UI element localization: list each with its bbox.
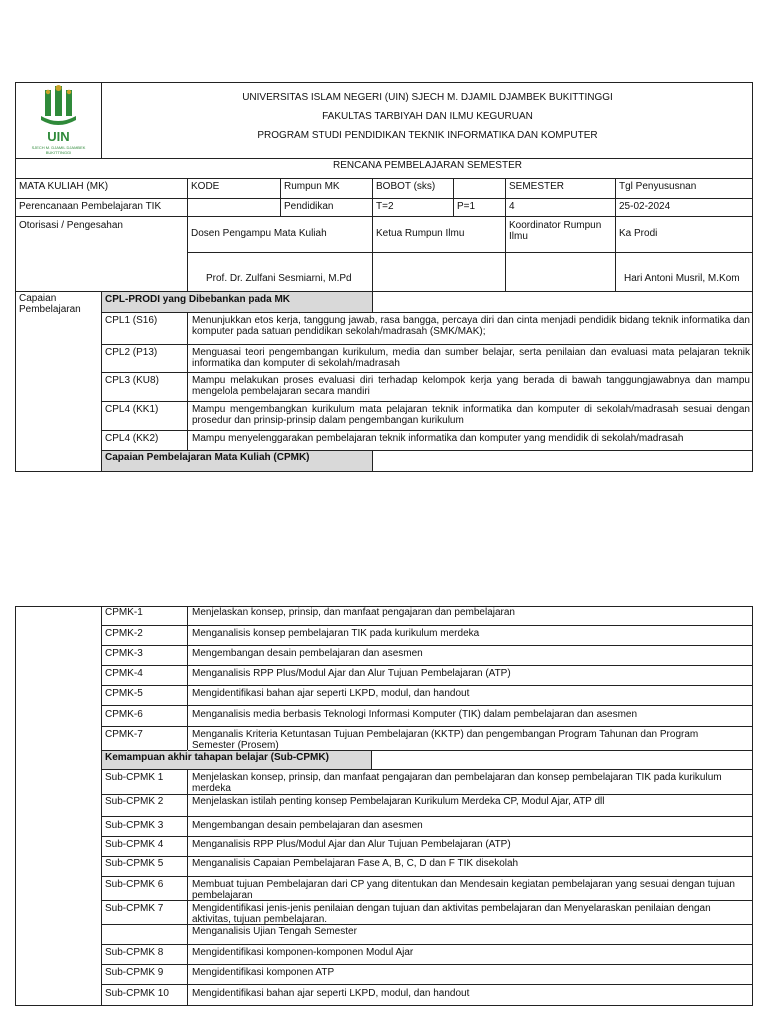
divider [101,372,753,373]
cpmk-text: Menganalisis konsep pembelajaran TIK pada kurikulum merdeka [192,628,480,639]
logo-text: UIN [47,129,70,144]
divider [101,665,753,666]
divider [101,769,753,770]
kaprodi-name: Hari Antoni Musril, M.Kom [624,273,740,284]
divider [15,198,753,199]
divider [101,794,753,795]
cpl-code: CPL2 (P13) [105,347,158,358]
university-name: UNIVERSITAS ISLAM NEGERI (UIN) SJECH M. DJAMIL DJAMBEK BUKITTINGGI [242,92,613,103]
sub-cpmk-code: Sub-CPMK 3 [105,820,164,831]
dosen-name: Prof. Dr. Zulfani Sesmiarni, M.Pd [206,273,352,284]
sub-cpmk-code: Sub-CPMK 7 [105,903,164,914]
cpl-text: Mampu menyelenggarakan pembelajaran teknik informatika dan komputer yang mendidik di sekolah/madrasah [192,433,684,444]
label-mata-kuliah: MATA KULIAH (MK) [19,181,109,192]
divider [101,401,753,402]
sub-cpmk-header: Kemampuan akhir tahapan belajar (Sub-CPMK) [105,752,329,763]
label-otorisasi: Otorisasi / Pengesahan [19,220,123,231]
divider [15,178,753,179]
cpmk-text: Menganalisis RPP Plus/Modul Ajar dan Alur Tujuan Pembelajaran (ATP) [192,668,511,679]
sub-cpmk-text: Mengidentifikasi jenis-jenis penilaian dengan tujuan dan aktivitas pembelajaran dan Menyelaraskan penilaian dengan aktivitas, tujuan pembelajaran. [192,903,711,925]
cpl-header: CPL-PRODI yang Dibebankan pada MK [105,294,291,305]
cpmk-code: CPMK-2 [105,628,143,639]
divider [101,291,102,472]
divider [101,944,753,945]
sub-cpmk-code: Sub-CPMK 8 [105,947,164,958]
label-kaprodi: Ka Prodi [619,228,658,239]
doc-title: RENCANA PEMBELAJARAN SEMESTER [333,160,522,171]
cpmk-code: CPMK-3 [105,648,143,659]
program-name: PROGRAM STUDI PENDIDIKAN TEKNIK INFORMATIKA DAN KOMPUTER [257,130,598,141]
divider [187,606,188,1006]
label-semester: SEMESTER [509,181,565,192]
divider [101,964,753,965]
sub-cpmk-text: Menganalisis Capaian Pembelajaran Fase A, B, C, D dan F TIK disekolah [192,858,519,869]
label-koordinator: Koordinator Rumpun Ilmu [509,220,602,242]
label-tgl: Tgl Penyususnan [619,181,697,192]
cpl-code: CPL4 (KK2) [105,433,159,444]
sub-cpmk-code: Sub-CPMK 4 [105,839,164,850]
label-rumpun: Rumpun MK [284,181,340,192]
logo-subtext: SJECH M. DJAMIL DJAMBEK BUKITTINGGI [31,145,86,155]
cpl-code: CPL3 (KU8) [105,375,159,386]
divider [101,312,753,313]
cpmk-code: CPMK-1 [105,607,143,618]
sub-cpmk-text: Membuat tujuan Pembelajaran dari CP yang ditentukan dan Mendesain kegiatan pembelajaran yang sesuai dengan tujuan pembelajaran [192,879,735,901]
cpmk-text: Mengembangan desain pembelajaran dan asesmen [192,648,423,659]
divider [371,750,372,769]
cpl-code: CPL4 (KK1) [105,404,159,415]
divider [101,876,753,877]
sub-cpmk-code: Sub-CPMK 6 [105,879,164,890]
sub-cpmk-code: Sub-CPMK 10 [105,988,169,999]
sub-cpmk-text: Mengidentifikasi bahan ajar seperti LKPD, modul, dan handout [192,988,470,999]
cpmk-code: CPMK-4 [105,668,143,679]
label-capaian: Capaian Pembelajaran [19,293,81,315]
cpl-text: Mampu melakukan proses evaluasi diri terhadap kelompok kerja yang berada di bawah tanggungjawabnya dan mampu mengelola pembelajaran secara mandiri [192,375,750,397]
faculty-name: FAKULTAS TARBIYAH DAN ILMU KEGURUAN [322,111,533,122]
divider [101,816,753,817]
cpl-code: CPL1 (S16) [105,315,158,326]
divider [101,856,753,857]
sub-cpmk-code: Sub-CPMK 5 [105,858,164,869]
sub-cpmk-code: Sub-CPMK 9 [105,967,164,978]
divider [615,178,616,291]
course-name: Perencanaan Pembelajaran TIK [19,201,162,212]
logo-cell [15,82,102,158]
divider [101,836,753,837]
divider [372,450,373,472]
divider [101,606,102,1006]
cpmk-code: CPMK-5 [105,688,143,699]
sub-cpmk-text: Menjelaskan istilah penting konsep Pembelajaran Kurikulum Merdeka CP, Modul Ajar, ATP dll [192,796,605,807]
divider [101,984,753,985]
cpmk-text: Menganalis Kriteria Ketuntasan Tujuan Pembelajaran (KKTP) dan pengembangan Program Tahunan dan Program Semester (Prosem) [192,729,699,751]
divider [101,685,753,686]
divider [101,705,753,706]
sub-cpmk-code: Sub-CPMK 2 [105,796,164,807]
divider [187,178,188,291]
label-kode: KODE [191,181,220,192]
sub-cpmk-text: Menganalisis RPP Plus/Modul Ajar dan Alur Tujuan Pembelajaran (ATP) [192,839,511,850]
divider [101,430,753,431]
cpmk-text: Mengidentifikasi bahan ajar seperti LKPD, modul, dan handout [192,688,470,699]
label-dosen: Dosen Pengampu Mata Kuliah [191,228,327,239]
course-rumpun: Pendidikan [284,201,334,212]
course-t: T=2 [376,201,394,212]
cpmk-code: CPMK-6 [105,709,143,720]
cpmk-header: Capaian Pembelajaran Mata Kuliah (CPMK) [105,452,310,463]
sub-cpmk-text: Mengembangan desain pembelajaran dan asesmen [192,820,423,831]
divider [101,645,753,646]
divider [453,178,454,216]
divider [187,252,753,253]
sub-cpmk-text: Mengidentifikasi komponen ATP [192,967,335,978]
divider [372,291,373,312]
sub-cpmk-text: Menganalisis Ujian Tengah Semester [192,926,357,937]
cpl-text: Mampu mengembangkan kurikulum mata pelajaran teknik informatika dan komputer di sekolah/madrasah sesuai dengan prosedur dan prinsip-prinsip dalam pengembangan kurikulum [192,404,750,426]
divider [372,178,373,291]
sub-cpmk-code: Sub-CPMK 1 [105,772,164,783]
divider [15,216,753,217]
course-date: 25-02-2024 [619,201,671,212]
label-bobot: BOBOT (sks) [376,181,436,192]
divider [101,726,753,727]
course-semester: 4 [509,201,515,212]
sub-cpmk-text: Menjelaskan konsep, prinsip, dan manfaat pengajaran dan pembelajaran dan konsep pembelajaran TIK pada kurikulum merdeka [192,772,722,794]
sub-cpmk-text: Mengidentifikasi komponen-komponen Modul Ajar [192,947,414,958]
cpl-text: Menunjukkan etos kerja, tanggung jawab, rasa bangga, percaya diri dan cinta menjadi pendidik bidang teknik informatika dan komputer pada satuan pendidikan sekolah/madrasah (SMK/MAK); [192,315,750,337]
cpmk-text: Menjelaskan konsep, prinsip, dan manfaat pengajaran dan pembelajaran [192,607,515,618]
divider [15,158,753,159]
label-ketua: Ketua Rumpun Ilmu [376,228,465,239]
cpl-text: Menguasai teori pengembangan kurikulum, media dan sumber belajar, serta penilaian dan evaluasi mata pelajaran teknik informatika dan komputer di sekolah/madrasah [192,347,750,369]
divider [280,178,281,216]
divider [505,178,506,291]
cpmk-text: Menganalisis media berbasis Teknologi Informasi Komputer (TIK) dalam pembelajaran dan asesmen [192,709,638,720]
divider [101,344,753,345]
course-p: P=1 [457,201,476,212]
cpmk-code: CPMK-7 [105,729,143,740]
divider [101,625,753,626]
